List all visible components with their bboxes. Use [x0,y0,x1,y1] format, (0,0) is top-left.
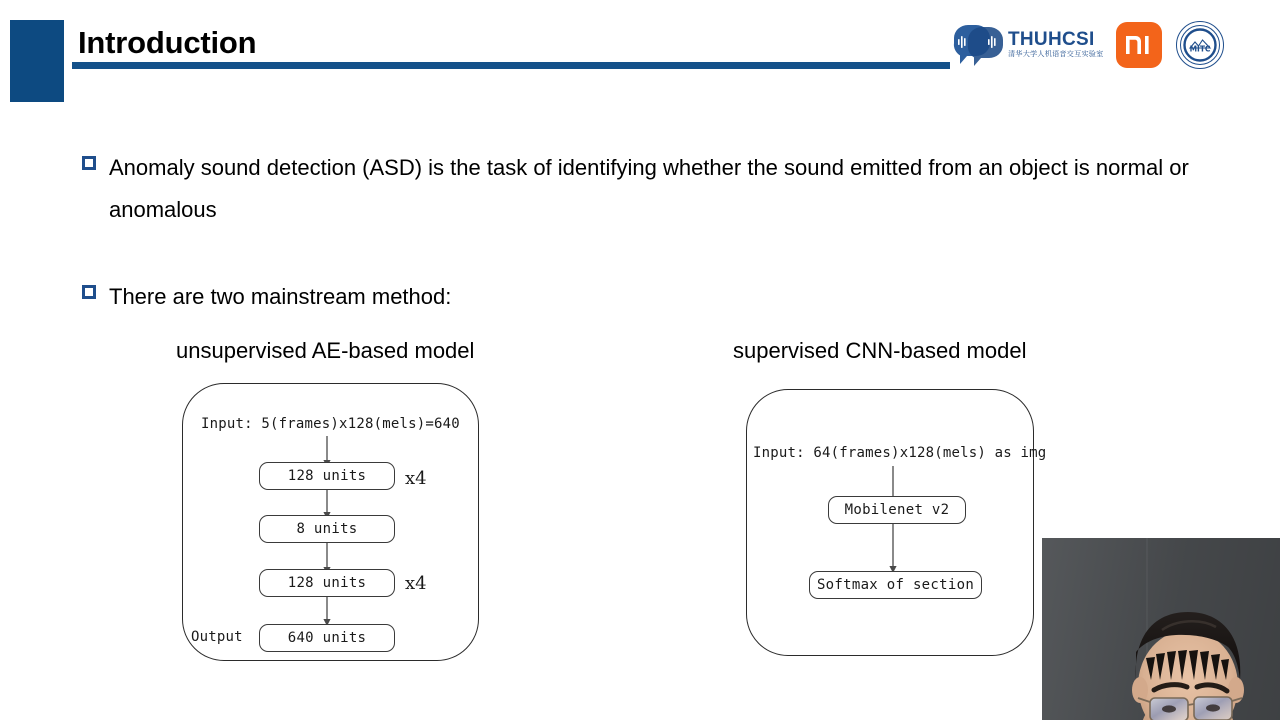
diagram-panel-ae [182,383,479,661]
header-divider-rule [72,62,950,69]
page-title: Introduction [78,25,257,60]
ae-repeat-1: x4 [405,468,427,489]
ae-node-1: 128 units [259,462,395,490]
thuhcsi-subtitle: 清华大学人机语音交互实验室 [1008,51,1104,58]
arrow-down-icon [321,597,333,627]
speech-bubbles-icon [950,22,1004,68]
ae-node-3: 128 units [259,569,395,597]
mitc-seal-icon [1179,24,1221,66]
diagram-panel-cnn [746,389,1047,656]
svg-text:MITC: MITC [1189,44,1211,54]
logo-strip [950,14,1224,76]
square-bullet-icon [82,285,96,299]
diagram-caption-left: unsupervised AE-based model [176,338,475,363]
bullet-item-1 [82,147,1212,231]
square-bullet-icon [82,156,96,170]
ae-node-4: 640 units [259,624,395,652]
diagram-caption-right: supervised CNN-based model [733,338,1027,363]
webcam-presenter-figure [1042,538,1280,720]
bullet-text-1: Anomaly sound detection (ASD) is the task of identifying whether the sound emitted from an object is normal or anomalous [109,155,1189,222]
ae-repeat-3: x4 [405,573,427,594]
bullet-item-2 [82,276,451,318]
xiaomi-mi-glyph [1125,35,1153,55]
mitc-logo [1176,21,1224,69]
slide-header [0,0,1280,110]
ae-input-label: Input: 5(frames)x128(mels)=640 [201,416,460,432]
header-accent-block [10,20,64,102]
cnn-input-label: Input: 64(frames)x128(mels) as img [753,445,1047,461]
cnn-node-2: Softmax of section [809,571,982,599]
ae-output-label: Output [191,629,243,645]
thuhcsi-name: THUHCSI [1008,29,1095,50]
xiaomi-logo [1116,22,1162,68]
bullet-text-2: There are two mainstream method: [109,284,452,309]
presenter-webcam[interactable] [1042,538,1280,720]
thuhcsi-logo [950,22,1102,68]
thuhcsi-wordmark [1008,30,1102,60]
ae-node-2: 8 units [259,515,395,543]
cnn-node-1: Mobilenet v2 [828,496,966,524]
arrow-down-icon [887,524,899,574]
